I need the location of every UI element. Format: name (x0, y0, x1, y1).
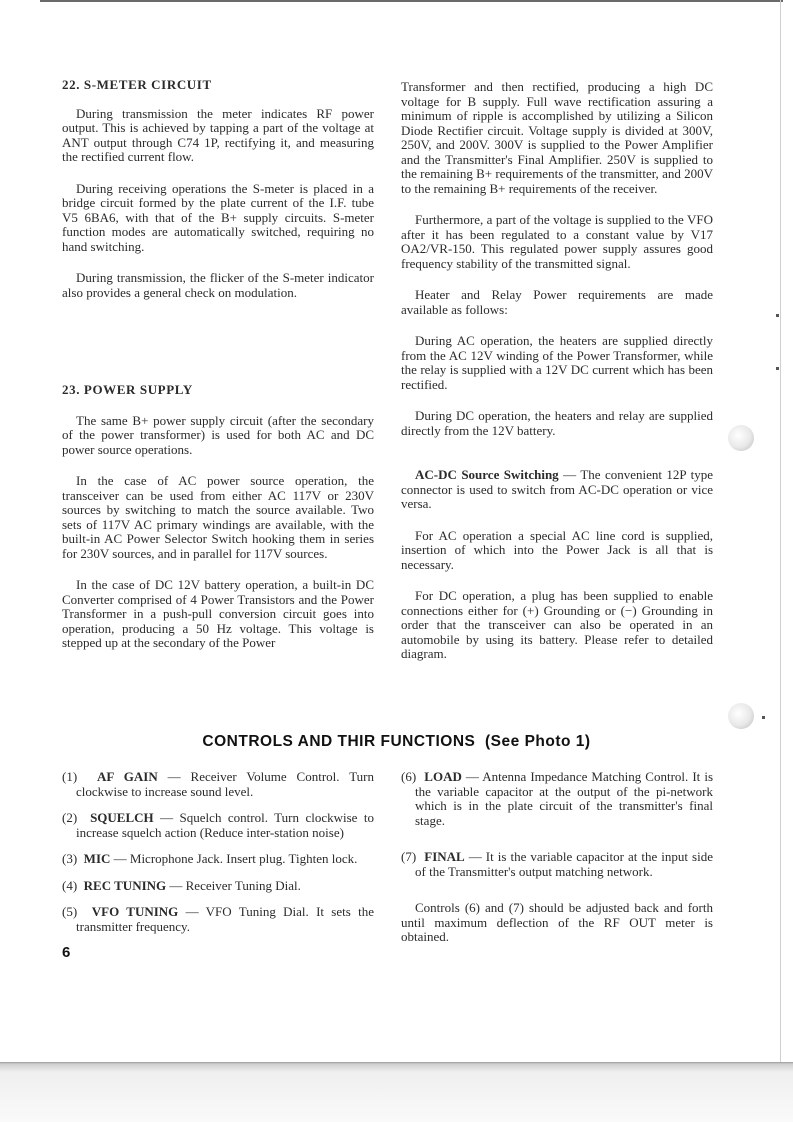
control-item-af-gain (62, 770, 374, 799)
controls-heading-text: CONTROLS AND THIR FUNCTIONS (202, 733, 476, 750)
section-22 (62, 78, 374, 300)
acdc-title: AC-DC Source Switching (415, 467, 559, 482)
margin-mark (762, 716, 765, 719)
item-name: FINAL (424, 849, 465, 864)
paragraph: For AC operation a special AC line cord is supplied, insertion of which into the Power Jack is all that is necessary. (401, 527, 713, 572)
paragraph: During receiving operations the S-meter is placed in a bridge circuit formed by the plate current of the I.F. tube V5 6BA6, with that of the B+ supply circuits. S-meter function modes are automatically switched, requiring no hand switching. (62, 180, 374, 254)
controls-heading-ref: (See Photo 1) (485, 733, 591, 750)
paragraph: During transmission the meter indicates RF power output. This is achieved by tapping a part of the voltage at ANT output through C74 1P, rectifying it, and measuring the rectified current flow. (62, 105, 374, 164)
binder-hole-bottom (728, 703, 754, 729)
section-23-title: 23. POWER SUPPLY (62, 382, 193, 397)
item-number: (6) (401, 769, 417, 784)
right-column (401, 80, 713, 662)
item-text: — Receiver Volume Control. Turn clockwise to increase sound level. (76, 769, 375, 799)
item-text: — Antenna Impedance Matching Control. It is the variable capacitor at the output of the pi-network which is in the plate circuit of the transmitter's final stage. (415, 769, 714, 828)
item-text: — It is the variable capacitor at the input side of the Transmitter's output matching network. (415, 849, 713, 879)
item-name: VFO TUNING (91, 904, 179, 919)
item-text: — VFO Tuning Dial. It sets the transmitter frequency. (76, 904, 374, 934)
paragraph: During transmission, the flicker of the S-meter indicator also provides a general check on modulation. (62, 270, 374, 300)
margin-mark (776, 314, 779, 317)
paragraph: For DC operation, a plug has been supplied to enable connections either for (+) Grounding or (−) Grounding in order that the transceiver can also be operated in an automobile by using its battery. Please refer to detailed diagram. (401, 588, 713, 661)
controls-left-list (62, 770, 374, 934)
page-right-edge (780, 0, 781, 1070)
paragraph: During AC operation, the heaters are supplied directly from the AC 12V winding of the Power Transformer, while the relay is supplied with a 12V DC current which has been rectified. (401, 333, 713, 392)
item-number: (3) (62, 851, 78, 866)
acdc-text: — The convenient 12P type connector is used to switch from AC-DC operation or vice versa. (401, 467, 713, 511)
control-item-rec-tuning (62, 879, 374, 894)
paragraph: In the case of AC power source operation, the transceiver can be used from either AC 117V or 230V sources by switching to match the source available. Two sets of 117V AC primary windings are available, with the built-in AC Power Selector Switch hooking them in series for 230V sources, and in parallel for 117V sources. (62, 473, 374, 561)
margin-mark (776, 367, 779, 370)
item-number: (2) (62, 810, 78, 825)
paragraph: In the case of DC 12V battery operation, a built-in DC Converter comprised of 4 Power Transistors and the Power Transformer in a push-pull conversion circuit goes into operation, producing a 50 Hz voltage. This voltage is stepped up at the secondary of the Power (62, 577, 374, 650)
item-number: (1) (62, 769, 78, 784)
item-name: MIC (83, 851, 111, 866)
controls-note: Controls (6) and (7) should be adjusted back and forth until maximum deflection of the RF OUT meter is obtained. (401, 900, 713, 944)
control-item-squelch (62, 811, 374, 840)
item-name: SQUELCH (90, 810, 154, 825)
controls-heading (0, 733, 793, 751)
section-22-title: 22. S-METER CIRCUIT (62, 77, 212, 92)
item-number: (7) (401, 849, 417, 864)
item-name: AF GAIN (97, 769, 158, 784)
item-name: REC TUNING (83, 877, 167, 893)
item-number: (4) (62, 877, 78, 893)
control-item-vfo-tuning (62, 905, 374, 934)
item-text: — Squelch control. Turn clockwise to increase squelch action (Reduce inter-station noise) (76, 810, 374, 840)
control-item-mic (62, 852, 374, 867)
paragraph: Heater and Relay Power requirements are made available as follows: (401, 287, 713, 317)
paragraph: During DC operation, the heaters and relay are supplied directly from the 12V battery. (401, 408, 713, 438)
paragraph: The same B+ power supply circuit (after the secondary of the power transformer) is used for both AC and DC power source operations. (62, 412, 374, 457)
page-number: 6 (62, 944, 71, 961)
item-text: — Receiver Tuning Dial. (166, 877, 301, 893)
controls-right-list (401, 770, 713, 945)
page-top-edge (40, 0, 783, 2)
section-23 (62, 383, 374, 651)
paragraph: Transformer and then rectified, producing a high DC voltage for B supply. Full wave rectification assuring a minimum of ripple is accomplished by utilizing a Silicon Diode Rectifier circuit. Voltage supply is divided at 300V, 250V, and 200V. 300V is supplied to the Power Amplifier and the Transmitter's Final Amplifier. 250V is supplied to the remaining B+ requirements of the transmitter, and 200V to the remaining B+ requirements of the receiver. (401, 79, 713, 196)
item-text: — Microphone Jack. Insert plug. Tighten lock. (110, 851, 358, 866)
control-item-load (401, 770, 713, 828)
item-name: LOAD (424, 769, 462, 784)
binder-hole-top (728, 425, 754, 451)
item-number: (5) (62, 904, 78, 919)
acdc-paragraph (401, 468, 713, 512)
paragraph: Furthermore, a part of the voltage is supplied to the VFO after it has been regulated to a constant value by V17 OA2/VR-150. This regulated power supply assures good frequency stability of the transmitted signal. (401, 212, 713, 271)
page-bottom-edge (0, 1062, 793, 1122)
control-item-final (401, 850, 713, 879)
